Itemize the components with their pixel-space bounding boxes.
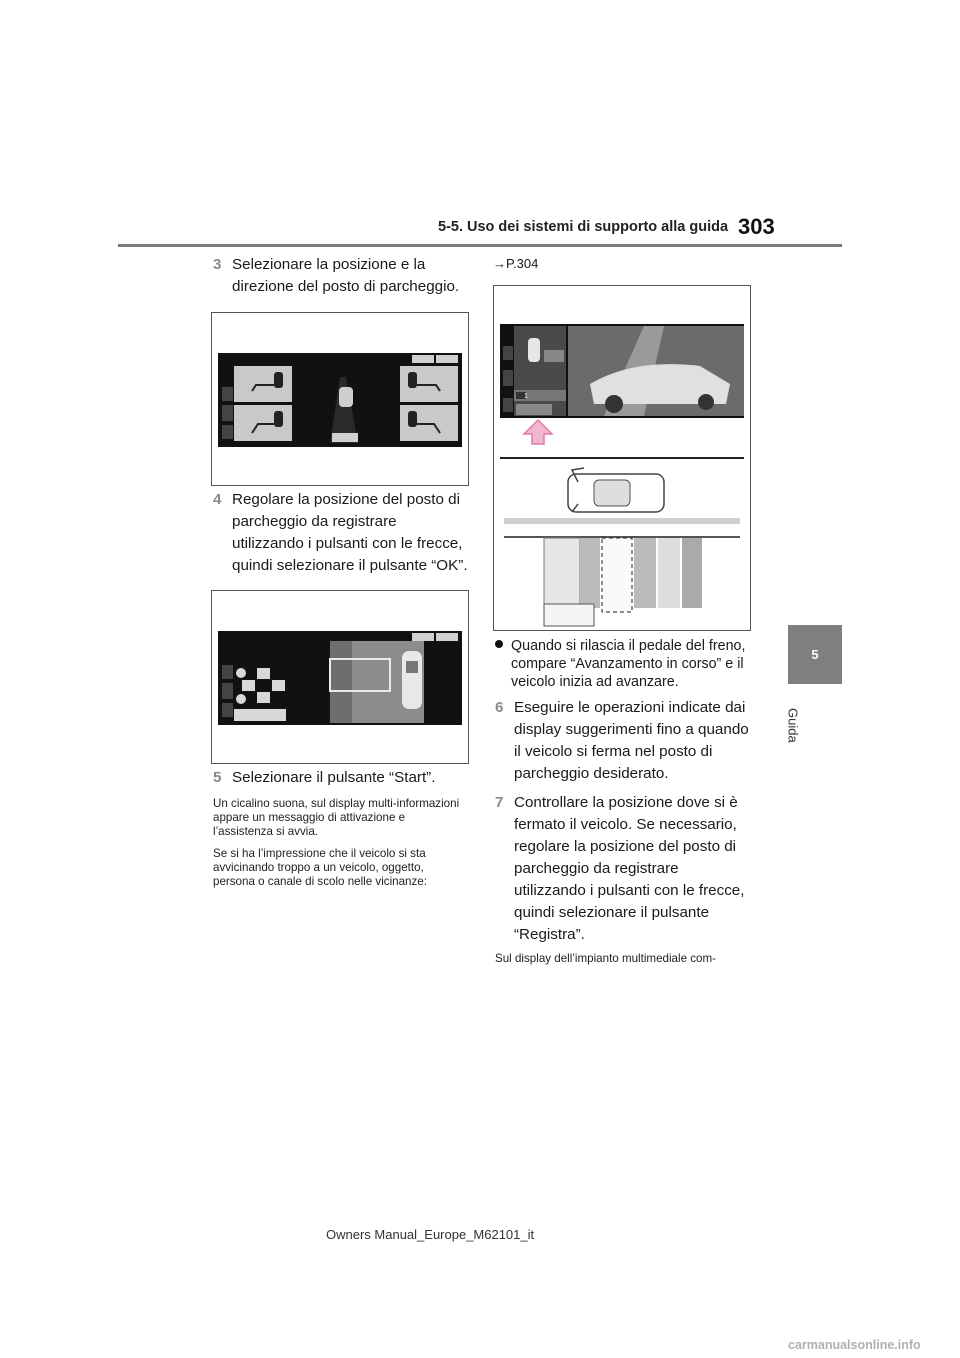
watermark: carmanualsonline.info (788, 1338, 921, 1352)
step-number: 4 (213, 491, 222, 508)
footer-text: Owners Manual_Europe_M62101_it (326, 1227, 535, 1242)
chapter-label: Guida (785, 707, 801, 743)
step-text: Selezionare il pulsante “Start”. (232, 769, 436, 786)
step-number: 6 (495, 699, 504, 716)
step-4 (213, 489, 468, 577)
step-text: Eseguire le operazioni indicate dai display suggerimenti fino a quando il veicolo si ferma nel posto di parcheggio desiderato. (514, 699, 749, 782)
direction-selection-screen-illustration (212, 313, 468, 485)
step-3 (213, 254, 468, 298)
step-number: 7 (495, 794, 504, 811)
chapter-number: 5 (811, 647, 819, 662)
figure-direction-selection (211, 312, 469, 486)
bullet-dot (495, 640, 503, 648)
step-5 (213, 767, 468, 789)
step-text: Selezionare la posizione e la direzione del posto di parcheggio. (232, 256, 460, 295)
step-6 (495, 697, 752, 785)
figure-position-adjust (211, 590, 469, 764)
page-reference: →P.304 (493, 256, 539, 271)
step-7 (495, 792, 752, 946)
figure-button-label: 1 (524, 393, 528, 400)
step-text: Controllare la posizione dove si è fermato il veicolo. Se necessario, regolare la posizione del posto di parcheggio da registrare utilizzando i pulsanti con le frecce, quindi selezionare il pulsante “Registra”. (514, 794, 745, 943)
bullet-brake-release (495, 637, 760, 691)
note-too-close: Se si ha l’impressione che il veicolo si sta avvicinando troppo a un veicolo, oggetto, persona o canale di scolo nelle vicinanze: (213, 847, 427, 888)
step-text: Regolare la posizione del posto di parcheggio da registrare utilizzando i pulsanti con le frecce, quindi selezionare il pulsante “OK”. (232, 491, 468, 574)
parking-guidance-illustration (494, 286, 750, 630)
step-number: 5 (213, 769, 222, 786)
header-divider (118, 244, 842, 247)
note-start-beep: Un cicalino suona, sul display multi-informazioni appare un messaggio di attivazione e l’assistenza si avvia. (213, 797, 460, 838)
bullet-text: Quando si rilascia il pedale del freno, compare “Avanzamento in corso” e il veicolo inizia ad avanzare. (511, 638, 746, 690)
section-title: 5-5. Uso dei sistemi di supporto alla guida (438, 219, 729, 235)
chapter-tab[interactable] (788, 625, 842, 684)
note-multimedia-display: Sul display dell’impianto multimediale com- (495, 952, 717, 965)
page-number: 303 (738, 214, 775, 239)
position-adjust-screen-illustration (212, 591, 468, 763)
step-number: 3 (213, 256, 222, 273)
figure-parking-guidance (493, 285, 751, 631)
